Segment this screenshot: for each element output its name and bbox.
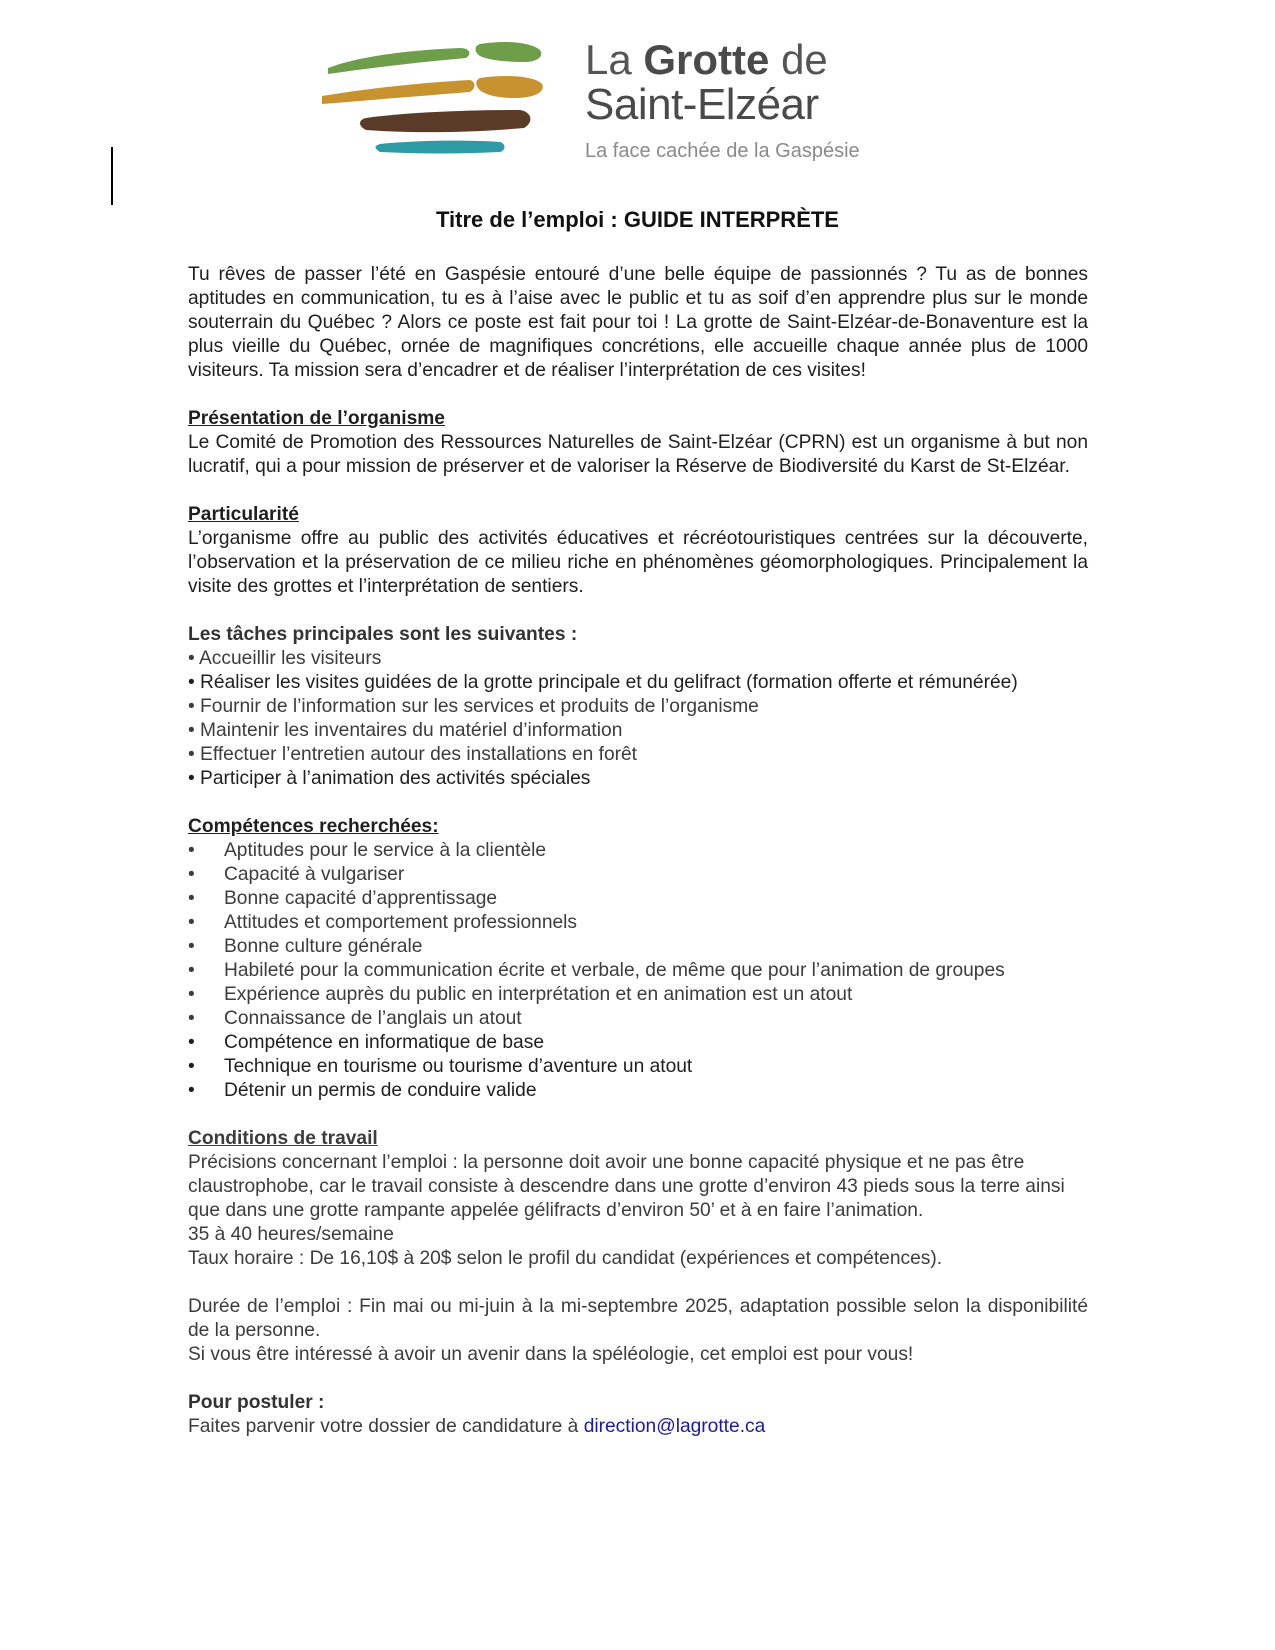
logo-stripe-green-right <box>476 42 542 62</box>
list-item: • Technique en tourisme ou tourisme d’aventure un atout <box>188 1056 693 1077</box>
competences-heading: Compétences recherchées: <box>188 816 439 837</box>
particularite-text: L’organisme offre au public des activités éducatives et récréotouristiques centrées sur la découverte, l’observation et la préservation de ce milieu riche en phénomènes géomorphologiques. Principalement la visite des grottes et l’interprétation de sentiers. <box>188 528 1088 597</box>
postuler-heading: Pour postuler : <box>188 1392 325 1413</box>
list-item: • Habileté pour la communication écrite et verbale, de même que pour l’animation de groupes <box>188 960 1005 981</box>
competences-list <box>188 839 1088 1103</box>
intro-paragraph: Tu rêves de passer l’été en Gaspésie entouré d’une belle équipe de passionnés ? Tu as de bonnes aptitudes en communication, tu es à l’aise avec le public et tu as soif d’en apprendre plus sur le monde souterrain du Québec ? Alors ce poste est fait pour toi ! La grotte de Saint-Elzéar-de-Bonaventure est la plus vieille du Québec, ornée de magnifiques concrétions, elle accueille chaque année plus de 1000 visiteurs. Ta mission sera d’encadrer et de réaliser l’interprétation de ces visites! <box>188 264 1088 381</box>
text-cursor-mark <box>111 147 113 205</box>
list-item: • Maintenir les inventaires du matériel d’information <box>188 720 623 741</box>
conditions-precisions: Précisions concernant l’emploi : la personne doit avoir une bonne capacité physique et ne pas être claustrophobe, car le travail consiste à descendre dans une grotte d’environ 43 pieds sous la terre ainsi que dans une grotte rampante appelée gélifracts d’environ 50’ et à en faire l’animation. <box>188 1152 1065 1221</box>
taches-list <box>188 647 1088 791</box>
list-item: • Expérience auprès du public en interprétation et en animation est un atout <box>188 984 853 1005</box>
logo-wordmark <box>585 36 860 162</box>
logo-line2: Saint-Elzéar <box>585 80 819 129</box>
logo-stripe-teal <box>376 141 505 154</box>
conditions-heures: 35 à 40 heures/semaine <box>188 1224 394 1245</box>
logo-strata-icon <box>320 38 570 168</box>
document-body <box>188 263 1088 1439</box>
email-link[interactable]: direction@lagrotte.ca <box>583 1416 766 1437</box>
taches-heading: Les tâches principales sont les suivantes : <box>188 624 578 645</box>
list-item: • Capacité à vulgariser <box>188 864 405 885</box>
list-item: • Aptitudes pour le service à la clientèle <box>188 840 547 861</box>
logo-line1: La Grotte de <box>585 36 828 83</box>
logo-stripe-ochre-right <box>476 76 543 98</box>
list-item: • Fournir de l’information sur les services et produits de l’organisme <box>188 696 759 717</box>
particularite-heading: Particularité <box>188 504 299 525</box>
list-item: • Bonne culture générale <box>188 936 423 957</box>
list-item: • Effectuer l’entretien autour des installations en forêt <box>188 744 638 765</box>
conditions-taux: Taux horaire : De 16,10$ à 20$ selon le profil du candidat (expériences et compétences). <box>188 1248 943 1269</box>
logo-stripe-brown <box>360 110 530 132</box>
list-item: • Compétence en informatique de base <box>188 1032 544 1053</box>
organisme-text: Le Comité de Promotion des Ressources Naturelles de Saint-Elzéar (CPRN) est un organisme à but non lucratif, qui a pour mission de préserver et de valoriser la Réserve de Biodiversité du Karst de St-Elzéar. <box>188 432 1088 477</box>
list-item: • Accueillir les visiteurs <box>188 648 382 669</box>
conditions-duree: Durée de l’emploi : Fin mai ou mi-juin à la mi-septembre 2025, adaptation possible selon la disponibilité de la personne. <box>188 1296 1088 1341</box>
list-item: • Participer à l’animation des activités spéciales <box>188 768 591 789</box>
list-item: • Réaliser les visites guidées de la grotte principale et du gelifract (formation offerte et rémunérée) <box>188 672 1018 693</box>
logo-stripe-green <box>328 48 469 74</box>
list-item: • Connaissance de l’anglais un atout <box>188 1008 522 1029</box>
logo-tagline: La face cachée de la Gaspésie <box>585 140 860 162</box>
logo-stripe-ochre <box>322 80 475 104</box>
logo <box>320 36 860 168</box>
list-item: • Bonne capacité d’apprentissage <box>188 888 498 909</box>
organisme-heading: Présentation de l’organisme <box>188 408 445 429</box>
list-item: • Attitudes et comportement professionnels <box>188 912 578 933</box>
conditions-heading: Conditions de travail <box>188 1128 378 1149</box>
page-title: Titre de l’emploi : GUIDE INTERPRÈTE <box>436 207 839 232</box>
postuler-text: Faites parvenir votre dossier de candidature à direction@lagrotte.ca <box>188 1416 766 1437</box>
list-item: • Détenir un permis de conduire valide <box>188 1080 537 1101</box>
conditions-interet: Si vous être intéressé à avoir un avenir dans la spéléologie, cet emploi est pour vous! <box>188 1344 914 1365</box>
